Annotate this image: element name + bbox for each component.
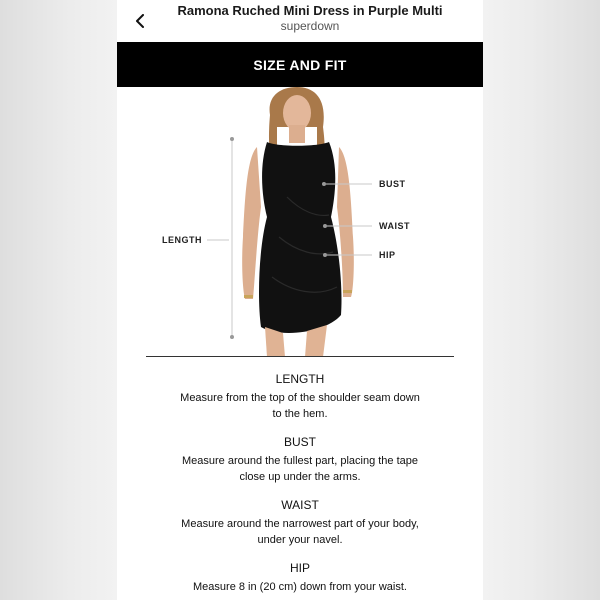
waist-description: [117, 498, 483, 548]
product-title: Ramona Ruched Mini Dress in Purple Multi: [177, 3, 443, 18]
length-text: Measure from the top of the shoulder seam down to the hem.: [180, 392, 420, 420]
hip-label: HIP: [379, 250, 396, 260]
background-right: [483, 0, 600, 600]
hip-text: Measure 8 in (20 cm) down from your waist.: [193, 581, 407, 593]
length-description: [117, 372, 483, 422]
size-figure: [117, 87, 483, 357]
bust-heading: BUST: [283, 435, 316, 449]
length-heading: LENGTH: [275, 372, 325, 386]
chevron-left-icon: [135, 14, 145, 28]
phone-screen: [117, 0, 483, 600]
divider: [146, 356, 454, 357]
model-illustration: [117, 87, 483, 357]
bust-label: BUST: [379, 179, 406, 189]
app-header: [117, 0, 483, 42]
bust-text: Measure around the fullest part, placing the tape close up under the arms.: [181, 455, 419, 483]
waist-heading: WAIST: [281, 498, 319, 512]
waist-text: Measure around the narrowest part of your body, under your navel.: [181, 518, 419, 546]
bust-description: [117, 435, 483, 485]
background-left: [0, 0, 117, 600]
waist-label: WAIST: [379, 221, 410, 231]
hip-description: [117, 561, 483, 595]
length-label: LENGTH: [162, 235, 202, 245]
size-and-fit-banner: SIZE AND FIT: [117, 42, 483, 87]
back-button[interactable]: [129, 10, 151, 32]
brand-name: superdown: [280, 19, 340, 33]
hip-heading: HIP: [289, 561, 310, 575]
